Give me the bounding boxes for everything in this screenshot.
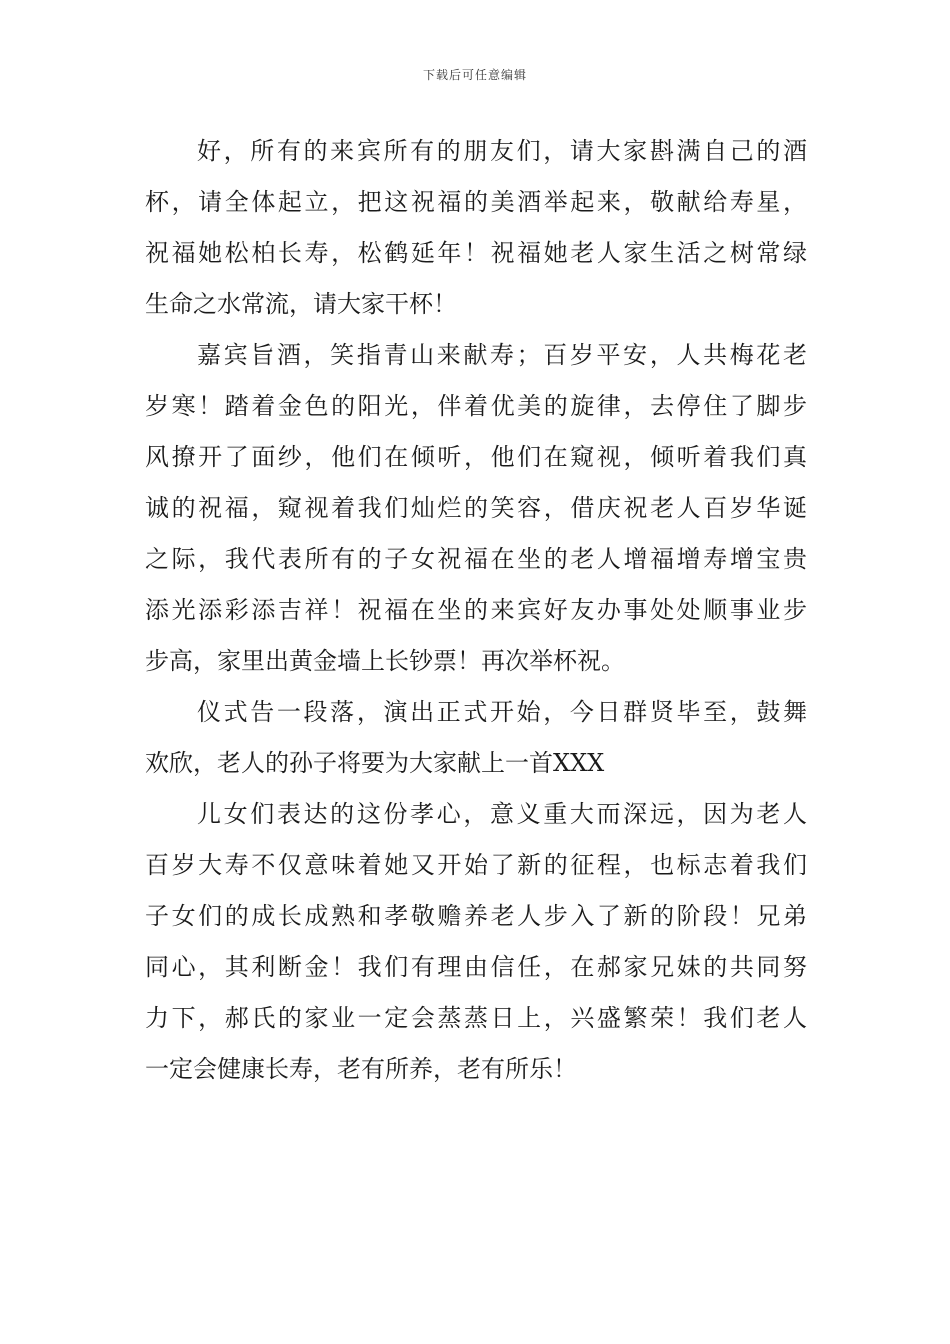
text-line: 子女们的成长成熟和孝敬赡养老人步入了新的阶段！兄弟 <box>145 902 807 930</box>
text-line: 诚的祝福，窥视着我们灿烂的笑容，借庆祝老人百岁华诞 <box>145 494 807 522</box>
text-line: 好，所有的来宾所有的朋友们，请大家斟满自己的酒 <box>197 137 807 165</box>
text-line: 欢欣，老人的孙子将要为大家献上一首XXX <box>145 749 605 777</box>
text-line: 力下，郝氏的家业一定会蒸蒸日上，兴盛繁荣！我们老人 <box>145 1004 807 1032</box>
paragraph-4 <box>145 789 807 1095</box>
paragraph-3 <box>145 687 807 789</box>
text-line: 步高，家里出黄金墙上长钞票！再次举杯祝。 <box>145 647 625 675</box>
text-line: 风撩开了面纱，他们在倾听，他们在窥视，倾听着我们真 <box>145 443 807 471</box>
text-line: 同心，其利断金！我们有理由信任，在郝家兄妹的共同努 <box>145 953 807 981</box>
page-header: 下载后可任意编辑 <box>422 68 527 82</box>
document-body <box>145 126 807 1095</box>
text-line: 儿女们表达的这份孝心，意义重大而深远，因为老人 <box>197 800 807 828</box>
text-line: 添光添彩添吉祥！祝福在坐的来宾好友办事处处顺事业步 <box>145 596 807 624</box>
text-line: 之际，我代表所有的子女祝福在坐的老人增福增寿增宝贵 <box>145 545 807 573</box>
text-line: 仪式告一段落，演出正式开始，今日群贤毕至，鼓舞 <box>197 698 807 726</box>
paragraph-2 <box>145 330 807 687</box>
text-line: 祝福她松柏长寿，松鹤延年！祝福她老人家生活之树常绿 <box>145 239 807 267</box>
paragraph-1 <box>145 126 807 330</box>
text-line: 杯，请全体起立，把这祝福的美酒举起来，敬献给寿星， <box>145 188 807 216</box>
text-line: 生命之水常流，请大家干杯！ <box>145 290 457 318</box>
text-line: 岁寒！踏着金色的阳光，伴着优美的旋律，去停住了脚步 <box>145 392 807 420</box>
text-line: 百岁大寿不仅意味着她又开始了新的征程，也标志着我们 <box>145 851 807 879</box>
text-line: 一定会健康长寿，老有所养，老有所乐！ <box>145 1055 577 1083</box>
text-line: 嘉宾旨酒，笑指青山来献寿；百岁平安，人共梅花老 <box>197 341 807 369</box>
